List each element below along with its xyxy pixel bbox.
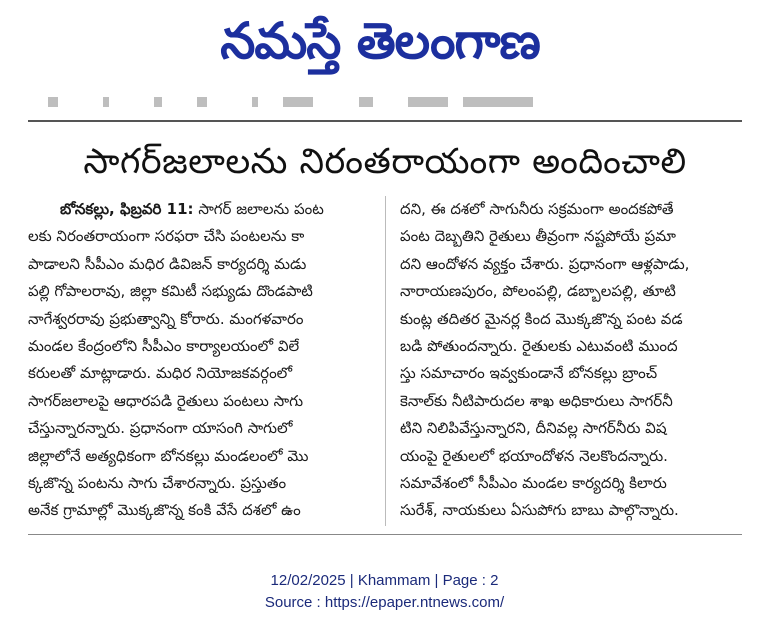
column-divider — [385, 196, 386, 526]
article-column-right — [400, 196, 742, 526]
article-column-left — [28, 196, 370, 526]
article-line: పంట దెబ్బతిని రైతులు తీవ్రంగా నష్టపోయే ప్రమా — [400, 227, 676, 246]
article-headline: సాగర్‌జలాలను నిరంతరాయంగా అందించాలి — [83, 142, 687, 182]
page-footer — [0, 570, 769, 614]
article-line: బడి పోతుందన్నారు. రైతులకు ఎటువంటి ముంద — [400, 336, 678, 355]
article-line: యంపై రైతులలో భయాందోళన నెలకొందన్నారు. — [400, 446, 668, 465]
article-line: కుంట్ల తదితర మైనర్ల కింద మొక్కజొన్న పంట వడ — [400, 309, 683, 328]
article-line: టిని నిలిపివేస్తున్నారని, దీనివల్ల సాగర్‌నీరు విష — [400, 419, 667, 438]
article-line: సురేశ్, నాయకులు ఏసుపోగు బాబు పాల్గొన్నారు. — [400, 501, 679, 520]
article-line: నారాయణపురం, పోలంపల్లి, డబ్బాలపల్లి, తూటి — [400, 282, 676, 301]
article-line: అనేక గ్రామాల్లో మొక్కజొన్న కంకి వేసే దశలో ఉం — [28, 501, 301, 520]
dateline: బోనకల్లు, ఫిబ్రవరి 11: — [60, 200, 194, 218]
source-link[interactable]: Source : https://epaper.ntnews.com/ — [264, 594, 505, 611]
article-line: పల్లి గోపాలరావు, జిల్లా కమిటీ సభ్యుడు దొండపాటి — [28, 282, 313, 301]
article-line: నాగేశ్వరరావు ప్రభుత్వాన్ని కోరారు. మంగళవారం — [28, 309, 304, 328]
top-rule — [28, 120, 742, 122]
news-clipping — [28, 92, 742, 560]
edition-info: 12/02/2025 | Khammam | Page : 2 — [270, 572, 499, 589]
article-line: దని, ఈ దశలో సాగునీరు సక్రమంగా అందకపోతే — [400, 200, 674, 218]
article-line: చేస్తున్నారన్నారు. ప్రధానంగా యాసంగి సాగులో — [28, 419, 293, 438]
masthead — [0, 0, 769, 92]
article-line: స్తు సమాచారం ఇవ్వకుండానే బోనకల్లు బ్రాంచ్ — [400, 364, 658, 383]
bottom-rule — [28, 534, 742, 535]
article-line: సమావేశంలో సీపీఎం మండల కార్యదర్శి కిలారు — [400, 473, 667, 492]
newspaper-logo: నమస్తే తెలంగాణ — [220, 12, 540, 70]
article-line: పాడాలని సీపీఎం మధిర డివిజన్ కార్యదర్శి మడు — [28, 254, 307, 273]
cut-off-text-row — [28, 92, 742, 110]
article-line: లకు నిరంతరాయంగా సరఫరా చేసి పంటలను కా — [28, 227, 305, 246]
article-line: దని ఆందోళన వ్యక్తం చేశారు. ప్రధానంగా ఆళ్లపాడు, — [400, 254, 690, 273]
article-line: బోనకల్లు, ఫిబ్రవరి 11: సాగర్ జలాలను పంట — [60, 200, 324, 218]
article-line: క్కజొన్న పంటను సాగు చేశారన్నారు. ప్రస్తుతం — [28, 473, 287, 492]
article-line: జిల్లాలోనే అత్యధికంగా బోనకల్లు మండలంలో మొ — [28, 446, 309, 465]
article-line: కెనాల్‌కు నీటిపారుదల శాఖ అధికారులు సాగర్‌నీ — [400, 391, 673, 410]
article-line: సాగర్‌జలాలపై ఆధారపడి రైతులు పంటలు సాగు — [28, 391, 304, 410]
article-line: మండల కేంద్రంలోని సీపీఎం కార్యాలయంలో విలే — [28, 336, 300, 355]
article-line: కరులతో మాట్లాడారు. మధిర నియోజకవర్గంలో — [28, 364, 293, 383]
